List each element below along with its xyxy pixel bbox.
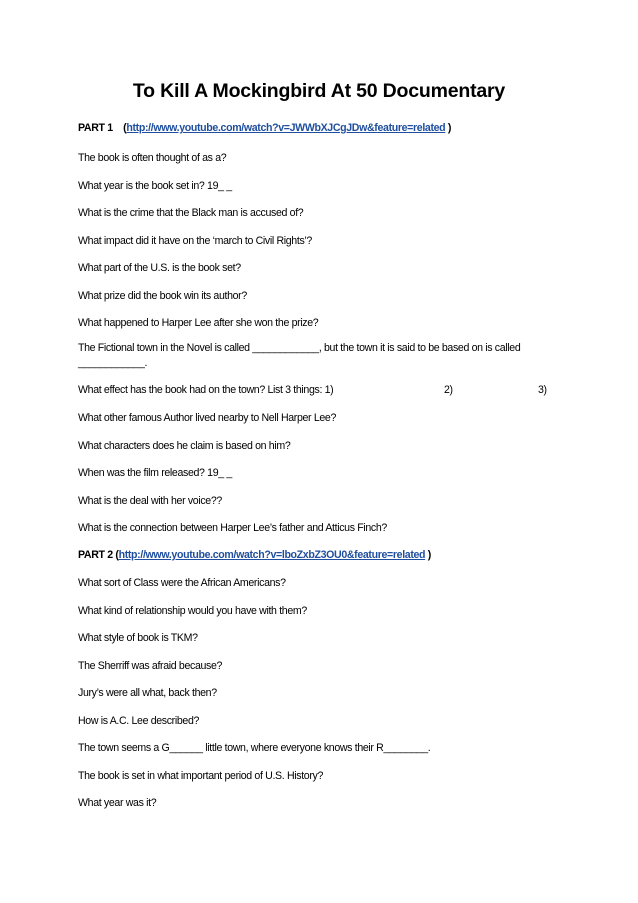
question-12: When was the film released? 19_ _ xyxy=(78,467,232,479)
question-22: The book is set in what important period of U.S. History? xyxy=(78,770,324,782)
part1-link[interactable]: http://www.youtube.com/watch?v=JWWbXJCgJDw&feature=related xyxy=(126,122,446,134)
question-17: What style of book is TKM? xyxy=(78,632,198,644)
question-5: What part of the U.S. is the book set? xyxy=(78,262,241,274)
question-20: How is A.C. Lee described? xyxy=(78,715,200,727)
question-10: What other famous Author lived nearby to Nell Harper Lee? xyxy=(78,412,336,424)
question-18: The Sherriff was afraid because? xyxy=(78,660,223,672)
part1-open-paren: ( xyxy=(123,122,127,134)
question-1: The book is often thought of as a? xyxy=(78,152,227,164)
part2-close-paren: ) xyxy=(427,549,431,561)
question-8: The Fictional town in the Novel is called ____________, but the town it is said to be based on is called ____________. xyxy=(78,342,521,369)
part1-close-paren: ) xyxy=(447,122,452,134)
part1-heading xyxy=(78,121,558,136)
question-16: What kind of relationship would you have with them? xyxy=(78,605,307,617)
question-11: What characters does he claim is based on him? xyxy=(78,440,291,452)
effect-item-3: 3) xyxy=(538,384,547,396)
question-9-text: What effect has the book had on the town? List 3 things: 1) xyxy=(78,384,334,396)
question-2: What year is the book set in? 19_ _ xyxy=(78,180,232,192)
question-7: What happened to Harper Lee after she won the prize? xyxy=(78,317,319,329)
question-4: What impact did it have on the ‘march to Civil Rights’? xyxy=(78,235,312,247)
question-15: What sort of Class were the African Americans? xyxy=(78,577,286,589)
part2-open-paren: ( xyxy=(115,549,119,561)
document-title: To Kill A Mockingbird At 50 Documentary xyxy=(132,80,506,102)
question-23: What year was it? xyxy=(78,797,157,809)
question-13: What is the deal with her voice?? xyxy=(78,495,222,507)
question-21: The town seems a G______ little town, where everyone knows their R________. xyxy=(78,742,431,754)
question-9 xyxy=(78,383,558,398)
part2-heading xyxy=(78,548,558,563)
question-19: Jury’s were all what, back then? xyxy=(78,687,217,699)
part2-link[interactable]: http://www.youtube.com/watch?v=lboZxbZ3OU0&feature=related xyxy=(118,549,426,561)
question-3: What is the crime that the Black man is accused of? xyxy=(78,207,304,219)
effect-item-2: 2) xyxy=(444,384,453,396)
part2-label: PART 2 xyxy=(78,549,113,561)
part1-label: PART 1 xyxy=(78,122,113,134)
question-6: What prize did the book win its author? xyxy=(78,290,247,302)
question-14: What is the connection between Harper Lee’s father and Atticus Finch? xyxy=(78,522,387,534)
